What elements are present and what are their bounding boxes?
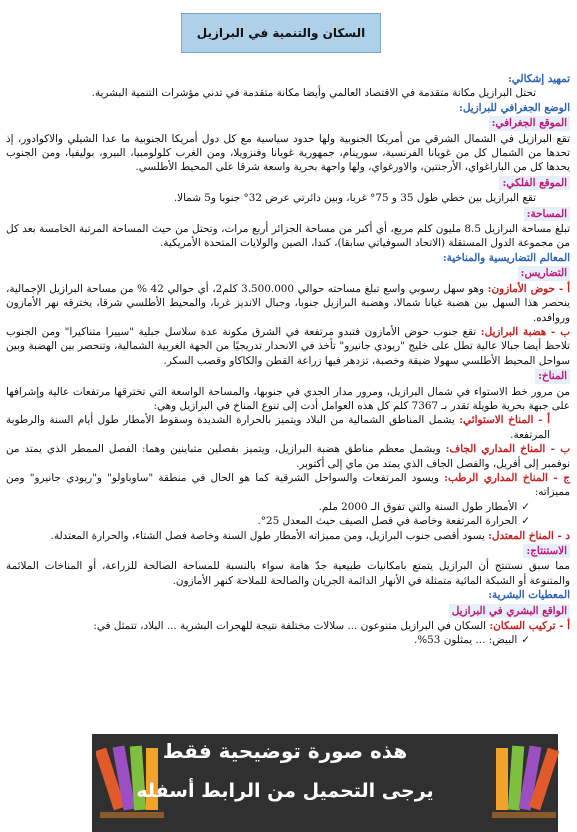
intro-heading: تمهيد إشكالي: [507,73,570,85]
humid-point: ✓الأمطار طول السنة والتي تفوق الـ 2000 ملم. [318,500,530,513]
dry-label: ب - المناخ المداري الجاف: [445,443,570,456]
checkmark-icon: ✓ [521,515,530,528]
composition-label: أ - تركيب السكان: [489,620,570,633]
human-sub-heading: الواقع البشري في البرازيل [449,604,570,618]
document-body [6,72,570,648]
equatorial-label: أ - المناخ الاستوائي: [459,414,551,427]
books-icon [488,738,560,824]
temperate-text: يسود أقصى جنوب البرازيل، ومن مميزاته الأمطار طول السنة وخاصة فصل الشتاء، والحرارة المعتدلة. [50,529,485,542]
banner-line-1: هذه صورة توضيحية فقط [162,739,408,763]
conclusion-heading: الاستنتاج: [523,544,570,558]
banner-line-2: يرجى التحميل من الرابط أسفله [136,780,434,802]
plateau-text: تقع جنوب حوض الأمازون فتبدو مرتفعة في الشرق مكونة عدة سلاسل جبلية "سييرا متناكيرا" ومن الجنوب تلاحظ أيضا جبالا عالية تطل على خليج "ريودي جانيرو" تأخذ في الانحدار تدريجيًا من الجهة الغربية الشمالية، وتنحصر بين الهضبة وبين سواحل المحيط الأطلسي سهولا ضيقة وخصبة، تزدهر فيها زراعة القطن والكاكاو وقصب السكر. [6,325,570,367]
climate-dry [6,442,570,471]
plateau-label: ب - هضبة البرازيل: [480,325,570,338]
human-composition [6,619,570,633]
climate-temperate [6,529,570,543]
checkmark-icon: ✓ [521,634,530,647]
climate-text: من مرور خط الاستواء في شمال البرازيل، ومرور مدار الجدي في جنوبها، والمساحة الواسعة التي تخترقها مرتفعات عالية وإشرافها على جبهة بحرية طويلة تقدر بـ 7367 كلم كل هذه العوامل أدت إلى تنوع المناخ في البرازيل وهي: [6,385,570,412]
relief-amazon [6,282,570,325]
relief-sub-heading: التضاريس: [518,266,570,280]
human-white: ✓البيض: ... يمثلون 53%. [413,634,530,647]
geo-heading: الوضع الجغرافي للبرازيل: [458,101,570,114]
humid-label: ج - المناخ المداري الرطب: [444,471,570,484]
geo-location-heading: الموقع الجغرافي: [489,116,570,130]
title-box [181,13,381,53]
geo-astro-text: تقع البرازيل بين خطي طول 35 و 75° غربا، وبين دائرتي عرض 32° جنوبا و5 شمالا. [173,192,536,205]
geo-location-text: تقع البرازيل في الشمال الشرقي من أمريكا الجنوبية ولها حدود سياسية مع كل دول أمريكا الجنوبية ما عدا الشيلي والاكوادور، إذ تحدها من الشمال كل من غويانا الفرنسية، سورينام، جمهورية غويانا وفنزويلا، ومن الغرب كلولومبيا، البيرو، بوليفيا، ومن الجنوب يحدها كل من الباراغواي، الأرجنتين، والاورغواي، ولها واجهة بحرية واسعة شرقا على المحيط الأطلسي. [6,132,570,174]
geo-area-text: تبلغ مساحة البرازيل 8.5 مليون كلم مربع، أي أكبر من مساحة الجزائر أربع مرات، وتحتل من حيث المساحة المرتبة الخامسة بعد كل من مجموعة الدول المستقلة (الاتحاد السوفياتي سابقا)، كندا، الصين والولايات المتحدة الأمريكية. [6,223,570,250]
page-title: السكان والتنمية في البرازيل [196,25,366,40]
humid-text: ويسود المرتفعات والسواحل الشرقية كما هو الحال في منطقة "ساوباولو" و"ريودي جانيرو" ومن مميزاته: [6,471,570,499]
climate-humid [6,471,570,500]
humid-point: ✓الحرارة المرتفعة وخاصة في فصل الصيف حيث المعدل 25°. [257,515,530,528]
amazon-text: وهو سهل رسوبي واسع تبلغ مساحته حوالي 3.500.000 كلم2، أي حوالي 42 % من مساحة البرازيل الإجمالية، ينحصر هذا السهل بين هضبة غيانا شمالا، وهضبة البرازيل جنوبا، وجبال الانديز غربا، والمحيط الأطلسي شرقا، يخترقه نهر الأمازون وروافده. [6,282,570,324]
intro-text: تحتل البرازيل مكانة متقدمة في الاقتصاد العالمي وأيضا مكانة متقدمة في تدني مؤشرات التنمية البشرية. [91,87,536,100]
composition-text: السكان في البرازيل متنوعون ... سلالات مختلفة نتيجة للهجرات البشرية ... البلاد، تتمثل في: [93,620,487,633]
relief-heading: المعالم التضاريسية والمناخية: [442,251,570,264]
climate-heading: المناخ: [535,369,570,383]
amazon-label: أ - حوض الأمازون: [487,282,570,295]
equatorial-text: يشمل المناطق الشمالية من البلاد ويتميز بالحرارة الشديدة وسقوط الأمطار طول أيام السنة والرطوبة المرتفعة. [6,414,550,441]
human-heading: المعطيات البشرية: [488,589,570,602]
checkmark-icon: ✓ [521,500,530,513]
climate-equatorial [6,413,570,442]
conclusion-text: مما سبق نستنتج أن البرازيل يتمتع بامكانيات طبيعية جدّ هامة سواء بالنسبة للمساحة الصالحة للزراعة، أو المناخات الملائمة والمتنوعة أو الشبكة المائية متمثلة في الأنهار الدائمة الجريان والصالحة للملاحة كنهر الأمازون. [6,560,570,587]
relief-plateau [6,325,570,368]
geo-astro-heading: الموقع الفلكي: [499,176,570,190]
geo-area-heading: المساحة: [524,207,570,221]
dry-text: ويشمل معظم مناطق هضبة البرازيل، ويتميز بفصلين متباينين وهما: الفصل الممطر الذي يمتد من نوفمبر إلى أفريل، والفصل الجاف الذي يمتد من ماي إلى أكتوبر. [6,443,570,470]
temperate-label: د - المناخ المعتدل: [488,529,570,542]
